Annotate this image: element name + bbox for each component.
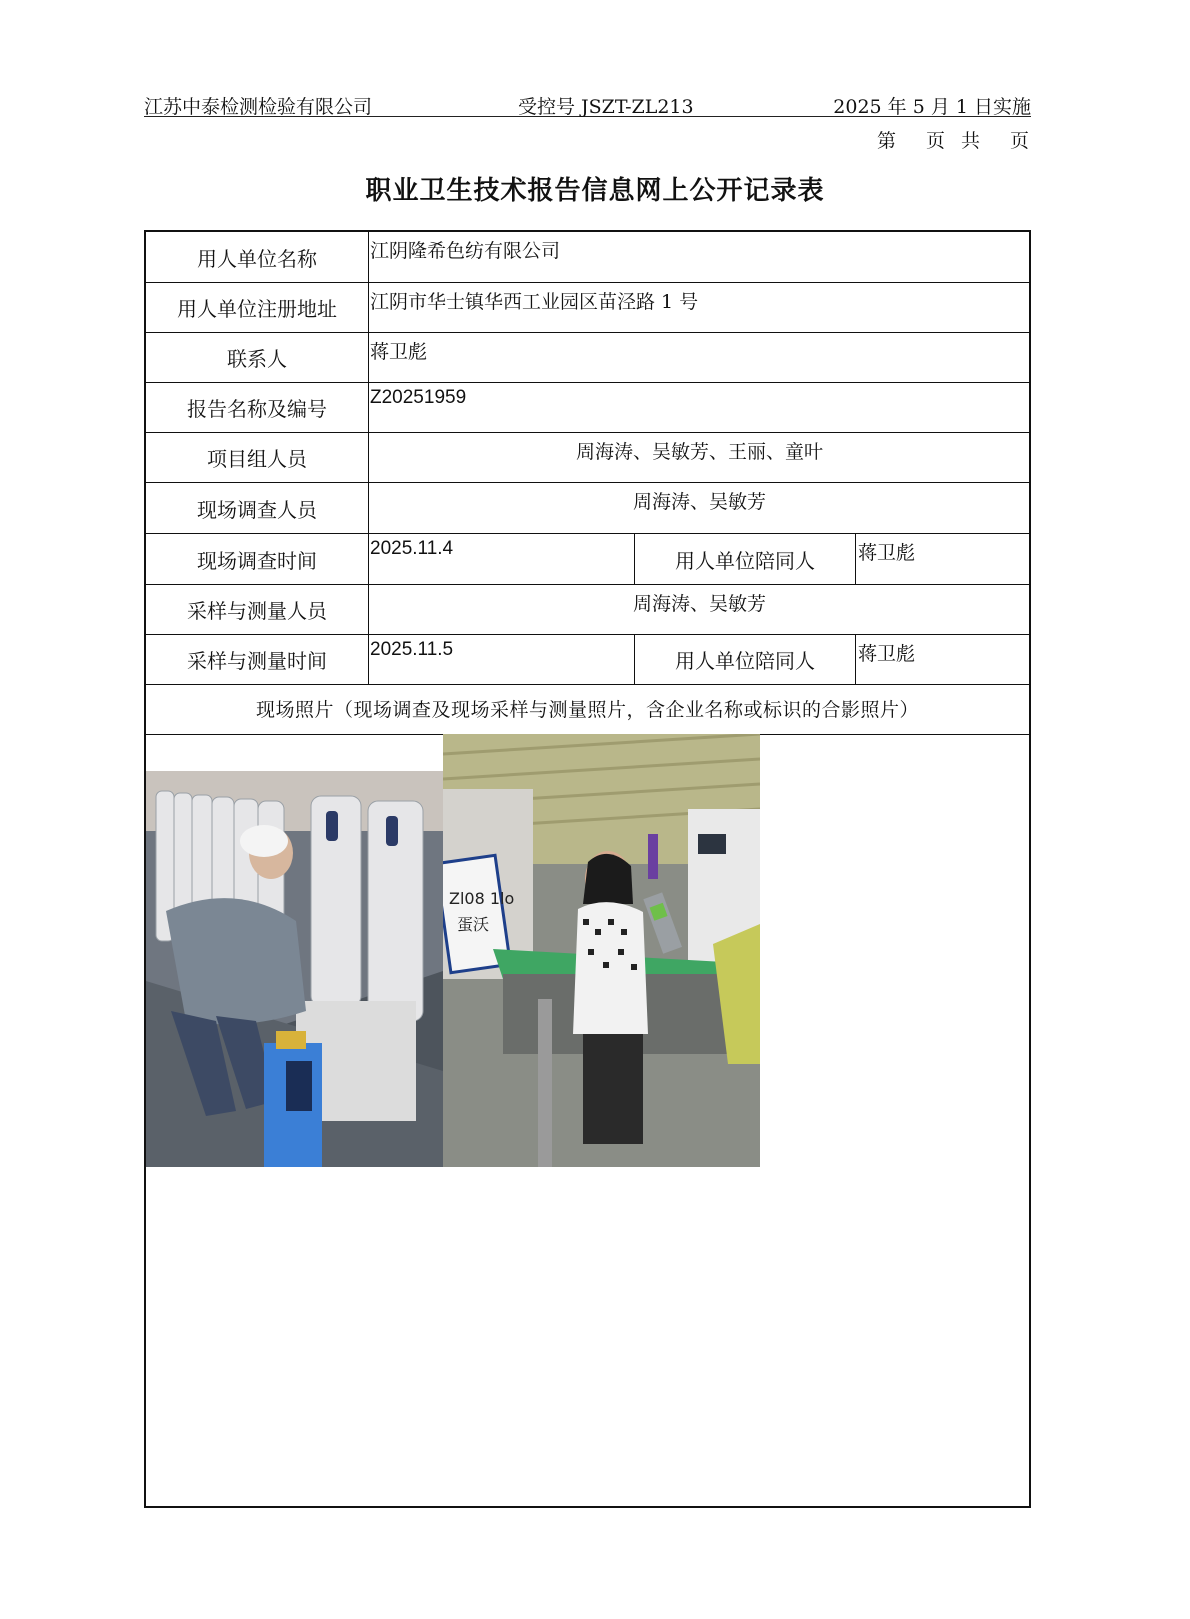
photo-survey: [146, 771, 443, 1167]
whiteboard-line-2: 蛋沃: [457, 915, 490, 934]
document-header: [144, 92, 1031, 117]
photo-sampling: [443, 734, 760, 1167]
address-label: 用人单位注册地址: [146, 283, 369, 332]
page-ye2: 页: [1009, 130, 1031, 152]
row-survey-time: [146, 534, 1029, 585]
page-di: 第: [876, 130, 898, 152]
row-team: [146, 433, 1029, 483]
team-label: 项目组人员: [146, 433, 369, 482]
row-employer-name: [146, 232, 1029, 283]
record-form: [144, 230, 1031, 1508]
row-photos-header: [146, 685, 1029, 735]
report-label: 报告名称及编号: [146, 383, 369, 432]
page-title: 职业卫生技术报告信息网上公开记录表: [365, 176, 825, 206]
survey-time-label: 现场调查时间: [146, 534, 369, 584]
photos-label: 现场照片（现场调查及现场采样与测量照片，含企业名称或标识的合影照片）: [255, 699, 919, 721]
company-name: 江苏中泰检测检验有限公司: [144, 96, 373, 118]
row-sampling-staff: [146, 585, 1029, 635]
sampling-escort-label: 用人单位陪同人: [634, 635, 856, 684]
survey-escort-label: 用人单位陪同人: [634, 534, 856, 584]
report-value: Z20251959: [370, 387, 467, 408]
row-address: [146, 283, 1029, 333]
row-contact: [146, 333, 1029, 383]
contact-label: 联系人: [146, 333, 369, 382]
sampling-escort-value: 蒋卫彪: [858, 643, 916, 665]
survey-staff-label: 现场调查人员: [146, 483, 369, 533]
row-survey-staff: [146, 483, 1029, 534]
row-sampling-time: [146, 635, 1029, 685]
page-gong: 共: [960, 130, 982, 152]
row-report: [146, 383, 1029, 433]
sampling-staff-value: 周海涛、吴敏芳: [632, 593, 766, 615]
address-value: 江阴市华士镇华西工业园区苗泾路 1 号: [370, 291, 699, 313]
contact-value: 蒋卫彪: [370, 341, 428, 363]
sampling-time-label: 采样与测量时间: [146, 635, 369, 684]
effective-date: 2025 年 5 月 1 日实施: [833, 96, 1031, 118]
survey-staff-value: 周海涛、吴敏芳: [632, 491, 766, 513]
team-value: 周海涛、吴敏芳、王丽、童叶: [575, 441, 823, 463]
page-numbering: [863, 126, 1031, 153]
sampling-staff-label: 采样与测量人员: [146, 585, 369, 634]
control-number: 受控号 JSZT-ZL213: [518, 96, 694, 118]
photo-survey-image: [146, 771, 443, 1167]
employer-name-label: 用人单位名称: [146, 232, 369, 282]
photo-sampling-image: [443, 734, 760, 1167]
survey-escort-value: 蒋卫彪: [858, 542, 916, 564]
sampling-time-value: 2025.11.5: [370, 639, 454, 660]
whiteboard-line-1: Zl08 1lo: [449, 889, 515, 908]
page-ye: 页: [925, 130, 947, 152]
employer-name-value: 江阴隆希色纺有限公司: [370, 240, 561, 262]
survey-time-value: 2025.11.4: [370, 538, 454, 559]
